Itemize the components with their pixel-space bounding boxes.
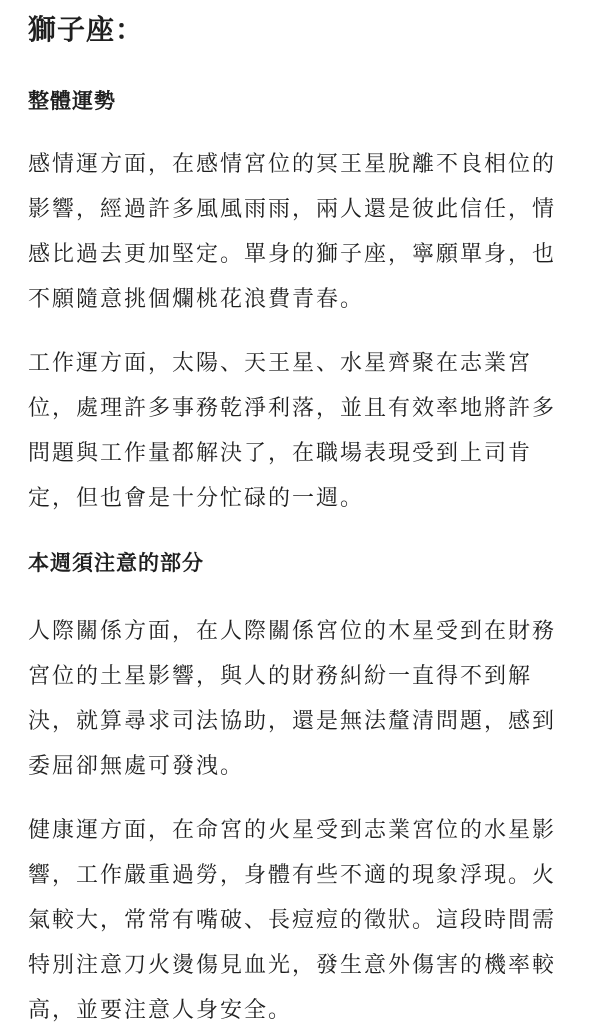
text-line: 感情運方面，在感情宮位的冥王星脫離不良相位的	[28, 152, 557, 177]
page-title: 獅子座：	[28, 13, 145, 46]
section-heading-overall: 整體運勢	[28, 89, 116, 113]
text-line: 定，但也會是十分忙碌的一週。	[28, 486, 365, 511]
text-line: 宮位的土星影響，與人的財務糾紛一直得不到解	[28, 664, 533, 689]
section-heading-caution: 本週須注意的部分	[28, 551, 204, 575]
text-line: 健康運方面，在命宮的火星受到志業宮位的水星影	[28, 818, 557, 843]
text-line: 特別注意刀火燙傷見血光，發生意外傷害的機率較	[28, 953, 557, 978]
text-line: 高，並要注意人身安全。	[28, 998, 293, 1023]
text-line: 氣較大，常常有嘴破、長痘痘的徵狀。這段時間需	[28, 908, 557, 933]
paragraph-love	[28, 142, 573, 322]
text-line: 問題與工作量都解決了，在職場表現受到上司肯	[28, 441, 533, 466]
text-line: 工作運方面，太陽、天王星、水星齊聚在志業宮	[28, 351, 533, 376]
text-line: 影響，經過許多風風雨雨，兩人還是彼此信任，情	[28, 197, 557, 222]
text-line: 委屈卻無處可發洩。	[28, 754, 245, 779]
paragraph-work	[28, 341, 573, 521]
paragraph-relationships	[28, 609, 573, 789]
paragraph-health	[28, 808, 573, 1033]
text-line: 響，工作嚴重過勞，身體有些不適的現象浮現。火	[28, 863, 557, 888]
text-line: 感比過去更加堅定。單身的獅子座，寧願單身，也	[28, 242, 557, 267]
text-line: 人際關係方面，在人際關係宮位的木星受到在財務	[28, 619, 557, 644]
text-line: 不願隨意挑個爛桃花浪費青春。	[28, 287, 365, 312]
text-line: 位，處理許多事務乾淨利落，並且有效率地將許多	[28, 396, 557, 421]
text-line: 決，就算尋求司法協助，還是無法釐清問題，感到	[28, 709, 557, 734]
